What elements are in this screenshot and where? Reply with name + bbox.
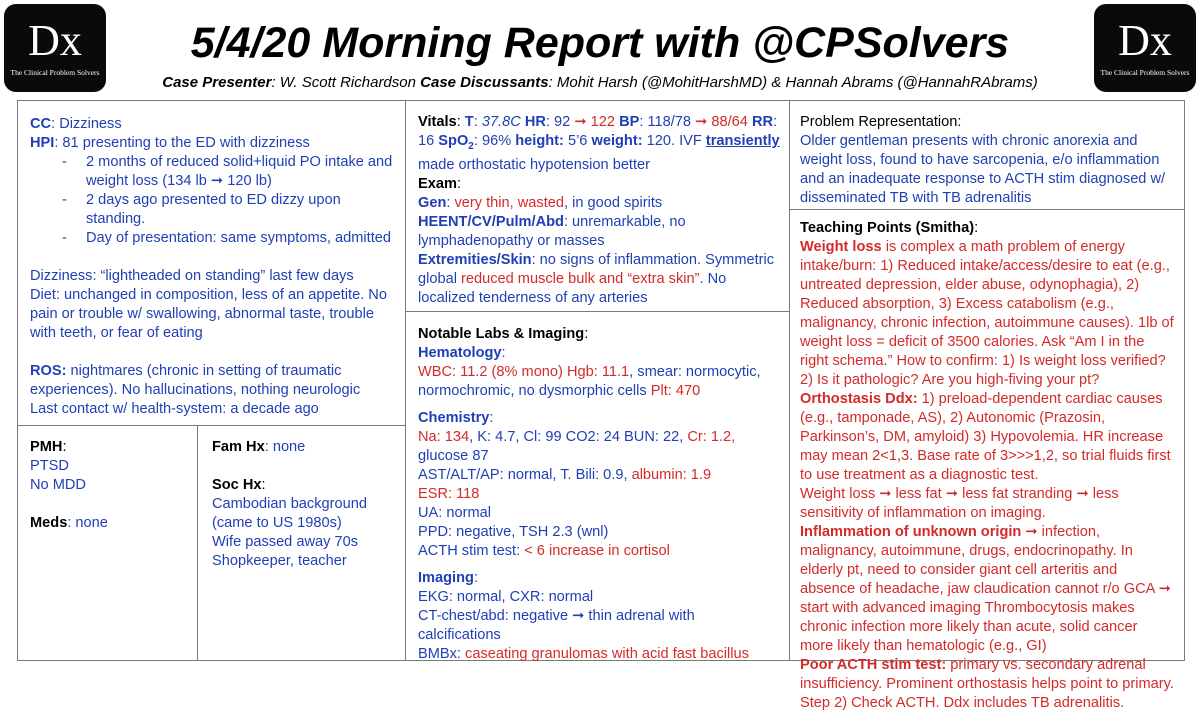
weight-loss-point — [800, 238, 1174, 390]
dash-bullet: - — [62, 230, 67, 246]
last-contact-line: Last contact w/ health-system: a decade ago — [30, 401, 319, 417]
spo2-subscript: 2 — [468, 140, 474, 152]
cc-label: CC — [30, 116, 52, 132]
pmh-colon: : — [62, 439, 67, 455]
soc-heading — [212, 476, 395, 495]
ros-value: nightmares (chronic in setting of traumatic experiences). No hallucinations, nothing neurologic — [30, 363, 361, 398]
hr-from: 92 — [554, 114, 571, 130]
hpi-label: HPI — [30, 135, 55, 151]
weight-loss-label: Weight loss — [800, 239, 882, 255]
fat-stranding-point: Weight loss ➞ less fat ➞ less fat stranding ➞ less sensitivity of inflammation on imaging. — [800, 486, 1119, 521]
height-value: 5’6 — [567, 133, 588, 149]
meds-value: : none — [67, 515, 108, 531]
fam-value: : none — [264, 439, 306, 455]
hematology-values — [418, 363, 781, 401]
hematology-label: Hematology — [418, 345, 502, 361]
rr-label: RR — [751, 114, 774, 130]
hr-to: 122 — [590, 114, 615, 130]
meds-line — [30, 514, 187, 533]
hpi-line — [30, 134, 395, 153]
ct-line: CT-chest/abd: negative ➞ thin adrenal with calcifications — [418, 608, 695, 643]
heent-label: HEENT/CV/Pulm/Abd — [418, 213, 564, 230]
albumin-value: albumin: 1.9 — [631, 467, 712, 483]
acth-label: ACTH stim test: — [418, 543, 525, 559]
orthostasis-label: Orthostasis Ddx: — [800, 391, 918, 407]
ekg-line: EKG: normal, CXR: normal — [418, 589, 594, 605]
ros-line — [30, 362, 395, 400]
smear-text: , smear: normocytic, normochromic, no dysmorphic cells — [418, 364, 761, 399]
sodium-value: Na: 134 — [418, 429, 470, 445]
spo2-value: 96% — [481, 133, 512, 149]
labs-imaging-panel — [405, 311, 790, 661]
hpi-item — [30, 229, 395, 248]
weight-label: weight: — [591, 133, 643, 149]
acth-point — [800, 656, 1174, 713]
hpi-item-text: 2 days ago presented to ED dizzy upon standing. — [86, 192, 341, 227]
liver-line — [418, 466, 781, 485]
meds-label: Meds — [30, 515, 68, 531]
page-title: 5/4/20 Morning Report with @CPSolvers — [190, 19, 1010, 67]
gen-label: Gen — [418, 194, 447, 211]
spo2-label-text: SpO — [438, 133, 469, 149]
labs-heading: Notable Labs & Imaging: — [418, 326, 589, 342]
hematology-heading: Hematology: — [418, 345, 506, 361]
liver-text: AST/ALT/AP: normal, T. Bili: 0.9, — [418, 467, 632, 483]
logo-mark: Dx — [28, 16, 82, 65]
weight-loss-text: is complex a math problem of energy intake/burn: 1) Reduced intake/access/desire to eat (e.g., untreated depression, elder abuse, odynophagia), 2) Reduced absorption, 3) Excess catabolism (e.g., malignancy, chronic infection, autoimmune causes). 1lb of weight loss = deficit of 3500 calories. Ask “Am I in the right schema.” How to confirm: 1) Is weight loss verified? 2) Is it pathologic? Are you high-fiving your pt? — [800, 239, 1174, 388]
gen-line: Gen: very thin, wasted, in good spirits — [418, 194, 663, 211]
esr-line: ESR: 118 — [418, 486, 480, 502]
exam-label: Exam — [418, 175, 457, 192]
inflammation-point — [800, 523, 1174, 656]
problem-representation-panel — [789, 100, 1185, 210]
soc-label: Soc Hx — [212, 477, 262, 493]
extremities-tail: . No localized tenderness of any arteries — [418, 270, 727, 306]
vitals-text: Vitals: T: 37.8C HR: 92 ➞ 122 BP: 118/78 ➞ 88/64 RR: 16 SpO$_2$: 96% height: 5’6 weight: 120. IVF transiently made orthostatic hypotension better — [418, 114, 780, 173]
ros-label: ROS: — [30, 363, 67, 379]
imaging-heading: Imaging: — [418, 570, 479, 586]
teaching-points-panel — [789, 209, 1185, 711]
temp-label: T — [464, 114, 474, 130]
diet-line: Diet: unchanged in composition, less of an appetite. No pain or trouble w/ swallowing, abnormal taste, trouble with teeth, or fear of eating — [30, 287, 387, 341]
bp-from: 118/78 — [647, 114, 692, 130]
bp-to: 88/64 — [711, 114, 748, 130]
orthostasis-text: 1) preload-dependent cardiac causes (e.g., tamponade, AS), 2) Autonomic (Prazosin, Parkinson’s, DM, amyloid) 3) Hypovolemia. HR increase may mean 2<1,3. Base rate of 3>>>1,2, so trial fluids first to use treatment as a diagnostic test. — [800, 391, 1171, 483]
teaching-colon: : — [974, 220, 979, 236]
cc-line — [30, 115, 395, 134]
acth-line — [418, 542, 781, 561]
fam-soc-panel — [197, 425, 406, 661]
labs-title: Notable Labs & Imaging — [418, 326, 585, 342]
vitals-label: Vitals — [418, 114, 457, 130]
dash-bullet: - — [62, 192, 67, 208]
logo-left — [4, 4, 106, 92]
acth-point-label: Poor ACTH stim test: — [800, 657, 947, 673]
soc-item: Cambodian background (came to US 1980s) — [212, 496, 367, 531]
bmbx-line — [418, 645, 781, 664]
problem-text: Older gentleman presents with chronic anorexia and weight loss, found to have sarcopenia, e/o inflammation and an inadequate response to ACTH stim diagnosed w/ disseminated TB with TB adrenalitis — [800, 133, 1166, 206]
cc-value: : Dizziness — [51, 116, 122, 132]
soc-item: Shopkeeper, teacher — [212, 553, 347, 569]
logo-subtext: The Clinical Problem Solvers — [1100, 68, 1190, 77]
hr-label: HR — [524, 114, 546, 130]
gen-finding: very thin, wasted — [454, 194, 565, 211]
dizziness-line: Dizziness: “lightheaded on standing” last few days — [30, 268, 354, 284]
inflammation-text: ➞ infection, malignancy, autoimmune, drugs, endocrinopathy. In elderly pt, need to consider giant cell arteritis and absence of headache, jaw claudication cannot r/o GCA ➞ start with advanced imaging Thrombocytosis makes chronic infection more likely than acute, solid cancer more likely than hematologic (e.g., GI) — [800, 524, 1171, 654]
presenter-label: Case Presenter — [162, 74, 272, 91]
hpi-item — [30, 153, 395, 191]
creatinine-value: Cr: 1.2, — [687, 429, 736, 445]
heent-line — [418, 213, 781, 251]
pmh-item: No MDD — [30, 477, 86, 493]
heent-value: : unremarkable, no lymphadenopathy or masses — [418, 213, 686, 249]
glucose-value: glucose 87 — [418, 448, 489, 464]
soc-item: Wife passed away 70s — [212, 534, 359, 550]
vitals-exam-panel — [405, 100, 790, 312]
chemistry-heading: Chemistry: — [418, 410, 494, 426]
chemistry-label: Chemistry — [418, 410, 490, 426]
hpi-item-text: Day of presentation: same symptoms, admitted — [86, 230, 391, 246]
pmh-label: PMH — [30, 439, 63, 455]
electrolytes-text: , K: 4.7, Cl: 99 CO2: 24 BUN: 22, — [469, 429, 688, 445]
teaching-label: Teaching Points (Smitha) — [800, 220, 975, 236]
pmh-heading — [30, 438, 187, 457]
gen-tail: , in good spirits — [564, 194, 663, 211]
bmbx-label: BMBx: — [418, 646, 466, 662]
presenters-line — [110, 73, 1090, 93]
bmbx-result: caseating granulomas with acid fast bacillus — [465, 646, 749, 662]
problem-heading — [800, 113, 1174, 132]
extremities-text: : no signs of inflammation. Symmetric global — [418, 251, 775, 287]
bp-label: BP — [619, 114, 640, 130]
exam-heading: Exam: — [418, 175, 462, 192]
teaching-heading — [800, 219, 1174, 238]
hpi-value: : 81 presenting to the ED with dizziness — [54, 135, 310, 151]
problem-colon: : — [957, 114, 962, 130]
plt-value: Plt: 470 — [650, 383, 701, 399]
hpi-item — [30, 191, 395, 229]
orthostasis-point — [800, 390, 1174, 485]
problem-label: Problem Representation — [800, 114, 958, 130]
rr-value: 16 — [418, 133, 435, 149]
fam-label: Fam Hx — [212, 439, 265, 455]
ppd-line: PPD: negative, TSH 2.3 (wnl) — [418, 524, 609, 540]
presenter-name: : W. Scott Richardson — [271, 74, 421, 91]
pmh-panel — [17, 425, 198, 661]
pmh-item: PTSD — [30, 458, 69, 474]
weight-value: 120. IVF — [646, 133, 706, 149]
logo-right — [1094, 4, 1196, 92]
logo-mark: Dx — [1118, 16, 1172, 65]
acth-point-text: primary vs. secondary adrenal insufficiency. Prominent orthostasis helps point to primary. Step 2) Check ACTH. Ddx includes TB adrenalitis. — [800, 657, 1174, 711]
wbc-hgb: WBC: 11.2 (8% mono) Hgb: 11.1 — [418, 364, 630, 380]
transiently-text: transiently — [705, 133, 780, 149]
inflammation-label: Inflammation of unknown origin — [800, 524, 1022, 540]
ivf-text: made orthostatic hypotension better — [418, 156, 651, 173]
dash-bullet: - — [62, 154, 67, 170]
extremities-label: Extremities/Skin — [418, 251, 532, 268]
chemistry-values — [418, 428, 781, 466]
extremities-finding: reduced muscle bulk and “extra skin” — [461, 270, 700, 287]
extremities-line — [418, 251, 781, 308]
ua-line: UA: normal — [418, 505, 491, 521]
soc-colon: : — [261, 477, 266, 493]
acth-result: < 6 increase in cortisol — [524, 543, 670, 559]
logo-subtext: The Clinical Problem Solvers — [10, 68, 100, 77]
hpi-item-text: 2 months of reduced solid+liquid PO intake and weight loss (134 lb ➞ 120 lb) — [86, 154, 393, 189]
fam-line — [212, 438, 395, 457]
spo2-label — [438, 133, 474, 152]
height-label: height: — [515, 133, 564, 149]
imaging-label: Imaging — [418, 570, 474, 586]
discussants-label: Case Discussants — [420, 74, 549, 91]
discussants-names: : Mohit Harsh (@MohitHarshMD) & Hannah Abrams (@HannahRAbrams) — [548, 74, 1038, 91]
history-panel — [17, 100, 406, 426]
temp-value: 37.8C — [481, 114, 521, 130]
